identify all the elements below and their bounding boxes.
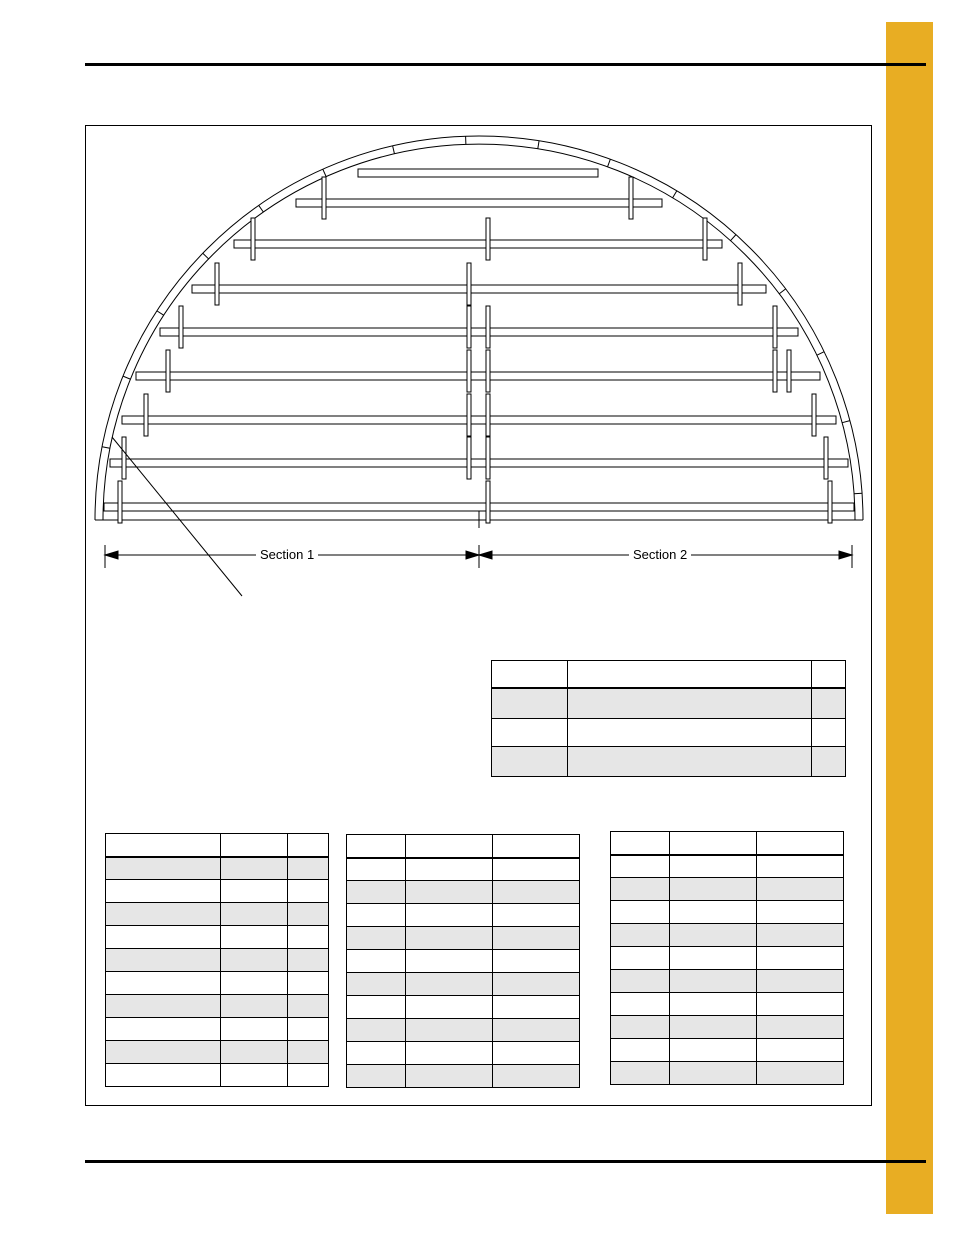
joist-support xyxy=(467,263,471,305)
joist-bar xyxy=(122,416,836,424)
dome-seam xyxy=(608,159,611,167)
table-row xyxy=(106,1064,329,1087)
table-row xyxy=(611,878,844,901)
table-row xyxy=(106,880,329,903)
table-row xyxy=(347,950,580,973)
joist-support xyxy=(773,306,777,348)
joist-support xyxy=(467,394,471,436)
section-dimension xyxy=(105,545,852,568)
table-row xyxy=(106,926,329,949)
table-row xyxy=(347,927,580,950)
table-row xyxy=(492,688,846,719)
joist-bar xyxy=(296,199,662,207)
table-row xyxy=(347,996,580,1019)
dome-seam xyxy=(157,311,164,315)
table-row xyxy=(106,995,329,1018)
section-1-label: Section 1 xyxy=(256,547,318,563)
joist-support xyxy=(824,437,828,479)
joist-support xyxy=(467,437,471,479)
joist-support xyxy=(179,306,183,348)
joist-support xyxy=(703,218,707,260)
dome-seam xyxy=(323,169,326,176)
dome-seam xyxy=(203,253,209,259)
joist-bar xyxy=(104,503,854,511)
joist-support xyxy=(215,263,219,305)
table-row xyxy=(611,924,844,947)
joist-support xyxy=(166,350,170,392)
table-row xyxy=(347,835,580,858)
table-row xyxy=(611,1062,844,1085)
floor-joists xyxy=(104,169,854,523)
table-row xyxy=(347,1042,580,1065)
dome-seam xyxy=(731,235,736,241)
table-row xyxy=(492,747,846,777)
joist-support xyxy=(812,394,816,436)
dome-seam xyxy=(817,352,824,356)
joist-support xyxy=(486,218,490,260)
table-row xyxy=(611,970,844,993)
table-row xyxy=(106,857,329,880)
joist-bar xyxy=(160,328,798,336)
joist-bar xyxy=(110,459,848,467)
table-row xyxy=(106,903,329,926)
table-row xyxy=(347,973,580,996)
table-row xyxy=(611,1039,844,1062)
dome-seam xyxy=(393,146,395,154)
joist-support xyxy=(486,481,490,523)
table-row xyxy=(347,904,580,927)
dome-seam xyxy=(538,141,539,149)
table-row xyxy=(106,972,329,995)
table-row xyxy=(611,832,844,855)
joist-support xyxy=(486,350,490,392)
table-row xyxy=(106,1041,329,1064)
joist-support xyxy=(787,350,791,392)
parts-table-bottom-right xyxy=(610,831,844,1085)
dome-seam xyxy=(842,421,850,423)
joist-support xyxy=(773,350,777,392)
joist-bar xyxy=(234,240,722,248)
joist-support xyxy=(486,437,490,479)
joist-support xyxy=(322,177,326,219)
dome-seam xyxy=(102,447,110,449)
parts-table-top xyxy=(491,660,846,777)
joist-support xyxy=(251,218,255,260)
joist-support xyxy=(486,306,490,348)
table-row xyxy=(611,993,844,1016)
dome-seam xyxy=(259,205,264,212)
table-row xyxy=(611,855,844,878)
table-row xyxy=(347,1065,580,1088)
joist-support xyxy=(629,177,633,219)
table-row xyxy=(492,719,846,747)
joist-bar xyxy=(136,372,820,380)
joist-support xyxy=(467,306,471,348)
joist-support xyxy=(144,394,148,436)
joist-support xyxy=(122,437,126,479)
joist-support xyxy=(828,481,832,523)
dome-seam xyxy=(779,289,785,294)
parts-table-bottom-left xyxy=(105,833,329,1087)
table-row xyxy=(611,901,844,924)
table-row xyxy=(492,661,846,688)
table-row xyxy=(347,858,580,881)
table-row xyxy=(611,947,844,970)
joist-bar xyxy=(192,285,766,293)
joist-support xyxy=(486,394,490,436)
dome-seam xyxy=(123,376,130,379)
table-row xyxy=(106,1018,329,1041)
table-row xyxy=(347,1019,580,1042)
table-row xyxy=(106,834,329,857)
table-row xyxy=(106,949,329,972)
table-row xyxy=(611,1016,844,1039)
joist-support xyxy=(738,263,742,305)
joist-bar xyxy=(358,169,598,177)
parts-table-bottom-middle xyxy=(346,834,580,1088)
joist-support xyxy=(118,481,122,523)
dome-seam xyxy=(673,191,677,198)
table-row xyxy=(347,881,580,904)
joist-support xyxy=(467,350,471,392)
section-2-label: Section 2 xyxy=(629,547,691,563)
dome-seam xyxy=(854,493,862,494)
